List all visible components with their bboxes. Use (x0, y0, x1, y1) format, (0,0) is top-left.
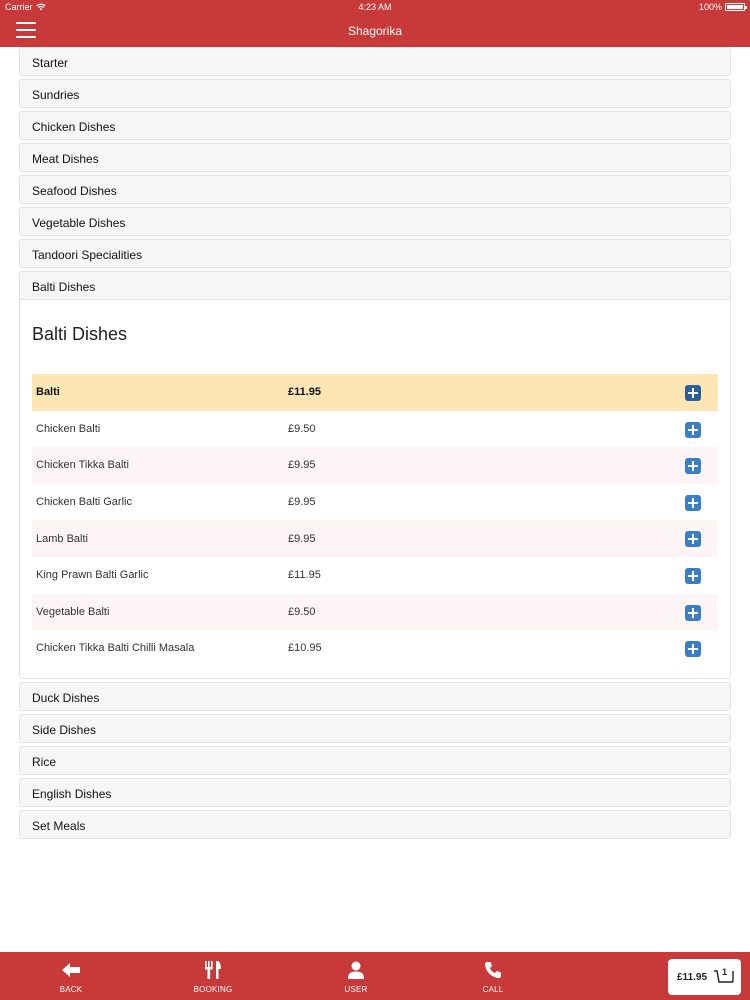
plus-square-icon[interactable] (685, 422, 701, 438)
table-row (32, 411, 718, 448)
plus-square-icon[interactable] (685, 568, 701, 584)
table-row (32, 630, 718, 667)
user-icon (346, 960, 366, 980)
category-panel-balti (19, 300, 731, 679)
panel-heading: Balti Dishes (32, 324, 128, 344)
item-name: Chicken Tikka Balti Chilli Masala (36, 642, 195, 655)
category-duck-dishes[interactable]: Duck Dishes (19, 682, 731, 711)
item-price: £10.95 (288, 642, 322, 655)
plus-square-icon[interactable] (685, 458, 701, 474)
category-set-meals[interactable]: Set Meals (19, 810, 731, 839)
fork-knife-icon (203, 960, 223, 980)
item-price: £9.95 (288, 496, 316, 509)
user-label: USER (344, 985, 368, 994)
table-row (32, 594, 718, 631)
category-side-dishes[interactable]: Side Dishes (19, 714, 731, 743)
page-title: Shagorika (347, 24, 403, 38)
item-name: Lamb Balti (36, 532, 88, 545)
item-name: Chicken Tikka Balti (36, 459, 129, 472)
table-row (32, 447, 718, 484)
item-name: Chicken Balti (36, 422, 101, 435)
item-price: £9.95 (288, 459, 316, 472)
booking-label: BOOKING (193, 985, 233, 994)
table-row (32, 374, 718, 411)
menu-categories (19, 47, 731, 842)
plus-square-icon[interactable] (685, 605, 701, 621)
status-bar (0, 0, 750, 14)
category-sundries[interactable]: Sundries (19, 79, 731, 108)
call-label: CALL (482, 985, 504, 994)
category-rice[interactable]: Rice (19, 746, 731, 775)
plus-square-icon[interactable] (685, 385, 701, 401)
item-price: £9.50 (288, 605, 316, 618)
battery-icon (725, 3, 745, 11)
item-price: £9.95 (288, 532, 316, 545)
call-button[interactable] (453, 960, 533, 994)
category-tandoori-specialities[interactable]: Tandoori Specialities (19, 239, 731, 268)
battery-percent: 100% (698, 2, 722, 12)
cart-button[interactable] (668, 959, 741, 995)
item-price: £11.95 (288, 569, 321, 582)
category-seafood-dishes[interactable]: Seafood Dishes (19, 175, 731, 204)
nav-bar (0, 14, 750, 47)
back-button[interactable] (31, 960, 111, 994)
user-button[interactable] (316, 960, 396, 994)
category-vegetable-dishes[interactable]: Vegetable Dishes (19, 207, 731, 236)
cart-count: 1 (721, 967, 727, 977)
plus-square-icon[interactable] (685, 531, 701, 547)
item-name: Vegetable Balti (36, 605, 110, 618)
plus-square-icon[interactable] (685, 641, 701, 657)
category-chicken-dishes[interactable]: Chicken Dishes (19, 111, 731, 140)
bottom-tab-bar (0, 952, 750, 1000)
category-english-dishes[interactable]: English Dishes (19, 778, 731, 807)
table-row (32, 520, 718, 557)
status-right (699, 2, 745, 12)
phone-icon (483, 960, 503, 980)
item-name: King Prawn Balti Garlic (36, 569, 149, 582)
plus-square-icon[interactable] (685, 495, 701, 511)
arrow-left-icon (60, 960, 82, 980)
item-name: Chicken Balti Garlic (36, 496, 132, 509)
status-time: 4:23 AM (358, 2, 392, 12)
item-price: £9.50 (288, 422, 316, 435)
category-balti-dishes[interactable]: Balti Dishes (19, 271, 731, 300)
booking-button[interactable] (173, 960, 253, 994)
back-label: BACK (59, 985, 83, 994)
carrier-label: Carrier (5, 2, 33, 12)
cart-total: £11.95 (677, 972, 708, 983)
category-meat-dishes[interactable]: Meat Dishes (19, 143, 731, 172)
category-starter[interactable]: Starter (19, 47, 731, 76)
table-row (32, 557, 718, 594)
item-name: Balti (36, 386, 60, 399)
item-price: £11.95 (288, 386, 322, 399)
table-row (32, 484, 718, 521)
